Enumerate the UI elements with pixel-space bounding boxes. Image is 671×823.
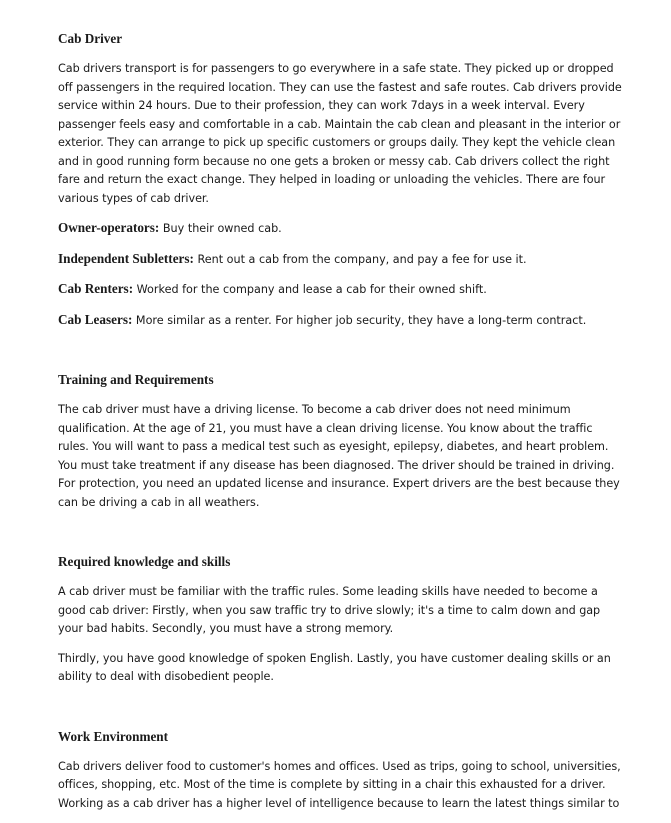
knowledge-heading: Required knowledge and skills (58, 554, 231, 569)
type-term: Cab Leasers: (58, 311, 133, 327)
knowledge-paragraph-1: A cab driver must be familiar with the traffic rules. Some leading skills have needed to become a good cab driver: Firstly, when you saw traffic try to drive slowly; it's a time to calm down and gap your bad habits. Secondly, you must have a strong memory. (58, 585, 601, 635)
cab-driver-paragraph: Cab drivers transport is for passengers to go everywhere in a safe state. They picked up or dropped off passengers in the required location. They can use the fastest and safe routes. Cab drivers provide service within 24 hours. Due to their profession, they can work 7days in a week interval. Every passenger feels easy and comfortable in a cab. Maintain the cab clean and pleasant in the interior or exterior. They can arrange to pick up specific customers or groups daily. They kept the vehicle clean and in good running form because no one gets a broken or messy cab. Cab drivers collect the right fare and return the exact change. They helped in loading or unloading the vehicles. There are four various types of cab driver. (58, 62, 622, 205)
type-desc: Worked for the company and lease a cab for their owned shift. (133, 283, 487, 296)
environment-heading: Work Environment (58, 728, 169, 744)
environment-paragraph: Cab drivers deliver food to customer's homes and offices. Used as trips, going to school, universities, offices, shopping, etc. Most of the time is complete by sitting in a chair this exhausted for a driver. Working as a cab driver has a higher level of intelligence because to learn the latest things similar to (58, 759, 621, 810)
type-desc: Buy their owned cab. (159, 222, 282, 235)
cab-driver-heading: Cab Driver (58, 31, 123, 46)
type-term: Independent Subletters: (58, 250, 194, 266)
training-paragraph: The cab driver must have a driving license. To become a cab driver does not need minimum qualification. At the age of 21, you must have a clean driving license. You know about the traffic rules. You will want to pass a medical test such as eyesight, epilepsy, diabetes, and heart problem. You must take treatment if any disease has been diagnosed. The driver should be trained in driving. For protection, you need an updated license and insurance. Expert drivers are the best because they can be driving a cab in all weathers. (58, 403, 620, 509)
type-term: Owner-operators: (58, 220, 160, 235)
type-owner-operators (58, 219, 623, 239)
type-cab-renters (58, 280, 623, 300)
training-heading: Training and Requirements (58, 372, 214, 387)
type-desc: More similar as a renter. For higher job security, they have a long-term contract. (132, 313, 587, 327)
knowledge-paragraph-2: Thirdly, you have good knowledge of spoken English. Lastly, you have customer dealing skills or an ability to deal with disobedient people. (58, 651, 611, 683)
type-desc: Rent out a cab from the company, and pay a fee for use it. (193, 252, 527, 266)
type-term: Cab Renters: (58, 281, 134, 296)
type-cab-leasers (58, 311, 623, 331)
type-independent-subletters (58, 250, 623, 270)
document-page (58, 30, 623, 813)
